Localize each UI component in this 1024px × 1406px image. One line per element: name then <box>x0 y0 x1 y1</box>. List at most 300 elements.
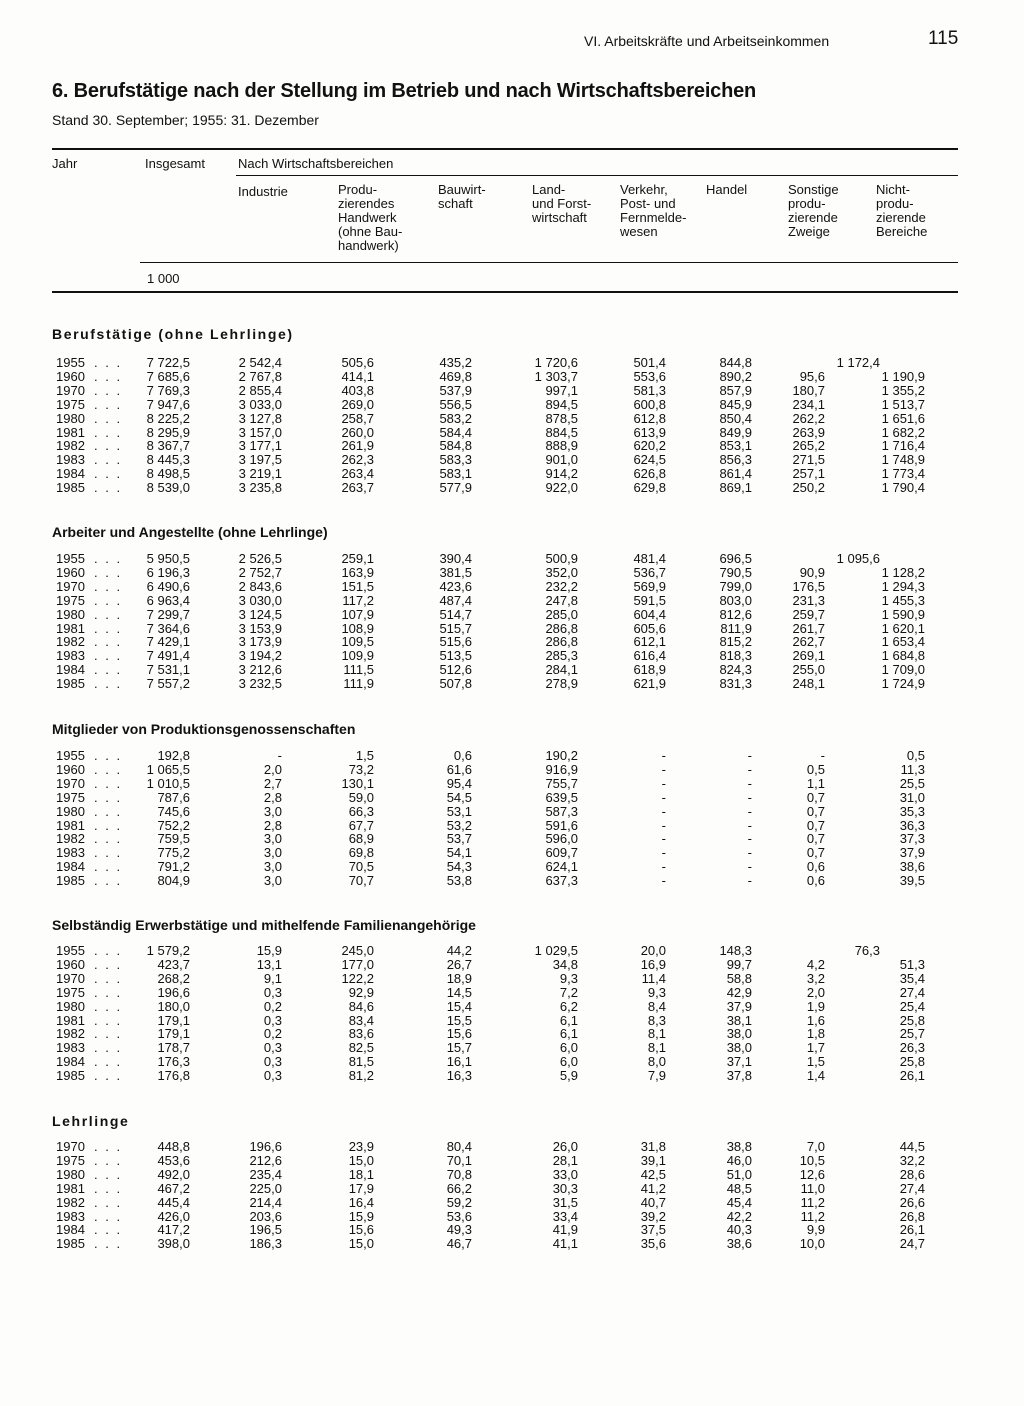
cell-sonstige: - <box>820 748 825 763</box>
leader-dots: . . . <box>94 831 123 847</box>
cell-jahr: 1960 <box>56 761 85 777</box>
section-title: Berufstätige (ohne Lehrlinge) <box>52 326 294 342</box>
cell-insgesamt: 6 196,3 <box>146 564 190 580</box>
cell-sonstige: 269,1 <box>792 648 825 664</box>
table-row <box>52 944 952 958</box>
cell-handwerk: 163,9 <box>341 564 374 580</box>
cell-bauwirtschaft: 515,7 <box>439 620 472 636</box>
col-bauwirtschaft: Bauwirt- schaft <box>438 182 486 211</box>
cell-jahr: 1975 <box>56 1152 85 1168</box>
cell-insgesamt: 5 950,5 <box>146 551 190 566</box>
cell-industrie: 2 752,7 <box>238 564 282 580</box>
cell-jahr: 1955 <box>56 355 85 370</box>
cell-land-forst: 30,3 <box>552 1180 578 1196</box>
cell-land-forst: 286,8 <box>545 620 578 636</box>
cell-industrie: 2 843,6 <box>238 578 282 594</box>
cell-land-forst: 1 029,5 <box>534 943 578 958</box>
table-row <box>52 1000 952 1014</box>
cell-industrie: 3 194,2 <box>238 648 282 664</box>
cell-sonstige: 4,2 <box>806 956 825 972</box>
cell-land-forst: 888,9 <box>545 438 578 454</box>
cell-verkehr: 613,9 <box>633 424 666 440</box>
cell-handwerk: 414,1 <box>341 368 374 384</box>
cell-handel: 38,6 <box>726 1236 752 1252</box>
cell-sonstige: 1,5 <box>806 1054 825 1070</box>
table-row <box>52 663 952 677</box>
leader-dots: . . . <box>94 1208 123 1224</box>
cell-verkehr: 37,5 <box>640 1222 666 1238</box>
col-verkehr: Verkehr, Post- und Fernmelde- wesen <box>620 182 687 239</box>
col-land-forst: Land- und Forst- wirtschaft <box>532 182 592 225</box>
cell-nicht-produzierend: 44,5 <box>899 1139 925 1154</box>
cell-sonstige: 0,6 <box>806 873 825 889</box>
cell-bauwirtschaft: 0,6 <box>453 748 472 763</box>
cell-land-forst: 33,0 <box>552 1166 578 1182</box>
cell-jahr: 1983 <box>56 648 85 664</box>
cell-verkehr: 41,2 <box>640 1180 666 1196</box>
cell-bauwirtschaft: 584,4 <box>439 424 472 440</box>
cell-bauwirtschaft: 70,8 <box>446 1166 472 1182</box>
table-row <box>52 832 952 846</box>
cell-industrie: 3,0 <box>263 873 282 889</box>
cell-bauwirtschaft: 423,6 <box>439 578 472 594</box>
cell-bauwirtschaft: 583,3 <box>439 452 472 468</box>
cell-bauwirtschaft: 70,1 <box>446 1152 472 1168</box>
cell-verkehr: 8,3 <box>647 1012 666 1028</box>
table-row <box>52 622 952 636</box>
cell-nicht-produzierend: 35,3 <box>899 803 925 819</box>
leader-dots: . . . <box>94 943 123 958</box>
cell-insgesamt: 196,6 <box>157 984 190 1000</box>
cell-insgesamt: 7 557,2 <box>146 676 190 692</box>
cell-handel: 51,0 <box>726 1166 752 1182</box>
cell-industrie: 212,6 <box>249 1152 282 1168</box>
cell-sonstige: 234,1 <box>792 396 825 412</box>
cell-nicht-produzierend: 25,8 <box>899 1012 925 1028</box>
cell-land-forst: 9,3 <box>559 970 578 986</box>
cell-sonstige: 95,6 <box>799 368 825 384</box>
cell-insgesamt: 268,2 <box>157 970 190 986</box>
leader-dots: . . . <box>94 606 123 622</box>
cell-insgesamt: 6 963,4 <box>146 592 190 608</box>
cell-bauwirtschaft: 381,5 <box>439 564 472 580</box>
leader-dots: . . . <box>94 382 123 398</box>
cell-insgesamt: 178,7 <box>157 1040 190 1056</box>
cell-verkehr: - <box>661 817 666 833</box>
cell-jahr: 1982 <box>56 438 85 454</box>
cell-handwerk: 66,3 <box>348 803 374 819</box>
cell-handwerk: 81,2 <box>348 1068 374 1084</box>
cell-insgesamt: 7 531,1 <box>146 662 190 678</box>
cell-jahr: 1982 <box>56 634 85 650</box>
cell-handwerk: 23,9 <box>348 1139 374 1154</box>
leader-dots: . . . <box>94 564 123 580</box>
cell-insgesamt: 7 429,1 <box>146 634 190 650</box>
cell-sonstige: 11,2 <box>800 1194 825 1210</box>
cell-industrie: 2 855,4 <box>238 382 282 398</box>
cell-bauwirtschaft: 507,8 <box>439 676 472 692</box>
cell-nicht-produzierend: 1 128,2 <box>881 564 925 580</box>
cell-verkehr: 612,1 <box>633 634 666 650</box>
cell-bauwirtschaft: 487,4 <box>439 592 472 608</box>
cell-handwerk: 117,2 <box>342 592 374 608</box>
cell-handwerk: 18,1 <box>348 1166 374 1182</box>
cell-industrie: 2 526,5 <box>238 551 282 566</box>
section-title: Mitglieder von Produktionsgenossenschaften <box>52 721 356 737</box>
cell-sonstige: 90,9 <box>799 564 825 580</box>
cell-sonstige: 0,7 <box>806 789 825 805</box>
cell-verkehr: 8,0 <box>647 1054 666 1070</box>
leader-dots: . . . <box>94 1139 123 1154</box>
cell-handel: 799,0 <box>719 578 752 594</box>
cell-nicht-produzierend: 76,3 <box>854 943 880 958</box>
cell-nicht-produzierend: 1 513,7 <box>881 396 925 412</box>
cell-handwerk: 122,2 <box>341 970 374 986</box>
cell-bauwirtschaft: 53,8 <box>446 873 472 889</box>
section-title: Selbständig Erwerbstätige und mithelfende Familienangehörige <box>52 917 476 933</box>
cell-sonstige: 2,0 <box>806 984 825 1000</box>
table-row <box>52 749 952 763</box>
group-rule <box>236 175 958 176</box>
cell-insgesamt: 7 769,3 <box>146 382 190 398</box>
cell-handwerk: 82,5 <box>348 1040 374 1056</box>
cell-nicht-produzierend: 38,6 <box>899 859 925 875</box>
leader-dots: . . . <box>94 970 123 986</box>
cell-jahr: 1975 <box>56 984 85 1000</box>
cell-bauwirtschaft: 15,4 <box>446 998 472 1014</box>
unit-rule <box>140 262 958 263</box>
cell-verkehr: 40,7 <box>640 1194 666 1210</box>
cell-verkehr: - <box>661 761 666 777</box>
col-nicht-produzierend: Nicht- produ- zierende Bereiche <box>876 182 928 239</box>
cell-handwerk: 17,9 <box>348 1180 374 1196</box>
table-row <box>52 384 952 398</box>
table-row <box>52 412 952 426</box>
cell-insgesamt: 7 364,6 <box>146 620 190 636</box>
cell-land-forst: 278,9 <box>545 676 578 692</box>
cell-land-forst: 878,5 <box>545 410 578 426</box>
cell-jahr: 1983 <box>56 1208 85 1224</box>
leader-dots: . . . <box>94 1068 123 1084</box>
cell-verkehr: - <box>661 873 666 889</box>
cell-sonstige: 11,0 <box>800 1180 825 1196</box>
cell-nicht-produzierend: 1 095,6 <box>836 551 880 566</box>
cell-nicht-produzierend: 24,7 <box>899 1236 925 1252</box>
leader-dots: . . . <box>94 775 123 791</box>
header-top-rule <box>52 148 958 150</box>
cell-industrie: 0,3 <box>263 1012 282 1028</box>
cell-handel: 890,2 <box>719 368 752 384</box>
cell-bauwirtschaft: 54,3 <box>446 859 472 875</box>
cell-verkehr: - <box>661 789 666 805</box>
cell-nicht-produzierend: 28,6 <box>899 1166 925 1182</box>
table-row <box>52 972 952 986</box>
table-row <box>52 1027 952 1041</box>
cell-insgesamt: 417,2 <box>157 1222 190 1238</box>
cell-verkehr: 31,8 <box>640 1139 666 1154</box>
cell-verkehr: 604,4 <box>633 606 666 622</box>
table-row <box>52 846 952 860</box>
cell-bauwirtschaft: 66,2 <box>446 1180 472 1196</box>
cell-handel: 42,9 <box>726 984 752 1000</box>
cell-handel: 845,9 <box>719 396 752 412</box>
leader-dots: . . . <box>94 748 123 763</box>
cell-jahr: 1960 <box>56 564 85 580</box>
col-jahr: Jahr <box>52 156 78 171</box>
cell-nicht-produzierend: 11,3 <box>900 761 925 777</box>
table-row <box>52 594 952 608</box>
cell-handel: 803,0 <box>719 592 752 608</box>
cell-verkehr: - <box>661 859 666 875</box>
cell-handwerk: 107,9 <box>341 606 374 622</box>
cell-verkehr: 7,9 <box>647 1068 666 1084</box>
col-sonstige: Sonstige produ- zierende Zweige <box>788 182 839 239</box>
cell-jahr: 1985 <box>56 676 85 692</box>
cell-bauwirtschaft: 390,4 <box>439 551 472 566</box>
cell-industrie: 3 212,6 <box>238 662 282 678</box>
cell-handel: 850,4 <box>719 410 752 426</box>
cell-sonstige: 231,3 <box>792 592 825 608</box>
cell-nicht-produzierend: 36,3 <box>899 817 925 833</box>
cell-land-forst: 190,2 <box>545 748 578 763</box>
cell-verkehr: 620,2 <box>633 438 666 454</box>
cell-land-forst: 1 303,7 <box>534 368 578 384</box>
cell-handel: 696,5 <box>719 551 752 566</box>
cell-insgesamt: 398,0 <box>157 1236 190 1252</box>
cell-nicht-produzierend: 1 653,4 <box>881 634 925 650</box>
cell-handwerk: 68,9 <box>348 831 374 847</box>
cell-industrie: 3 124,5 <box>238 606 282 622</box>
cell-handel: 849,9 <box>719 424 752 440</box>
cell-handwerk: 15,0 <box>348 1152 374 1168</box>
cell-land-forst: 884,5 <box>545 424 578 440</box>
cell-insgesamt: 179,1 <box>157 1012 190 1028</box>
cell-sonstige: 176,5 <box>792 578 825 594</box>
cell-verkehr: 616,4 <box>633 648 666 664</box>
cell-handel: 38,8 <box>726 1139 752 1154</box>
cell-jahr: 1955 <box>56 748 85 763</box>
cell-land-forst: 7,2 <box>559 984 578 1000</box>
leader-dots: . . . <box>94 578 123 594</box>
table-row <box>52 1223 952 1237</box>
cell-nicht-produzierend: 25,5 <box>899 775 925 791</box>
cell-handwerk: 67,7 <box>348 817 374 833</box>
cell-handel: - <box>747 761 752 777</box>
table-row <box>52 958 952 972</box>
cell-insgesamt: 453,6 <box>157 1152 190 1168</box>
table-row <box>52 1069 952 1083</box>
cell-sonstige: 10,0 <box>799 1236 825 1252</box>
table-row <box>52 1154 952 1168</box>
leader-dots: . . . <box>94 368 123 384</box>
cell-industrie: 196,5 <box>249 1222 282 1238</box>
table-row <box>52 370 952 384</box>
table-row <box>52 860 952 874</box>
cell-land-forst: 31,5 <box>552 1194 578 1210</box>
cell-verkehr: 569,9 <box>633 578 666 594</box>
cell-industrie: 0,3 <box>263 1068 282 1084</box>
cell-jahr: 1960 <box>56 368 85 384</box>
cell-sonstige: 0,7 <box>806 817 825 833</box>
cell-land-forst: 587,3 <box>545 803 578 819</box>
cell-industrie: 2 767,8 <box>238 368 282 384</box>
cell-industrie: 225,0 <box>249 1180 282 1196</box>
cell-nicht-produzierend: 25,4 <box>899 998 925 1014</box>
cell-insgesamt: 492,0 <box>157 1166 190 1182</box>
cell-jahr: 1975 <box>56 396 85 412</box>
cell-jahr: 1980 <box>56 410 85 426</box>
cell-jahr: 1984 <box>56 662 85 678</box>
cell-industrie: 3 177,1 <box>238 438 282 454</box>
leader-dots: . . . <box>94 466 123 482</box>
cell-jahr: 1981 <box>56 1180 85 1196</box>
cell-land-forst: 41,1 <box>552 1236 578 1252</box>
table-row <box>52 819 952 833</box>
cell-handel: - <box>747 873 752 889</box>
cell-industrie: 3 153,9 <box>238 620 282 636</box>
cell-handel: 37,9 <box>726 998 752 1014</box>
cell-bauwirtschaft: 16,1 <box>446 1054 472 1070</box>
cell-sonstige: 0,7 <box>806 803 825 819</box>
cell-industrie: 3,0 <box>263 845 282 861</box>
cell-verkehr: 553,6 <box>633 368 666 384</box>
cell-handwerk: 177,0 <box>341 956 374 972</box>
cell-sonstige: 3,2 <box>806 970 825 986</box>
cell-industrie: 3 033,0 <box>238 396 282 412</box>
cell-handwerk: 130,1 <box>341 775 374 791</box>
leader-dots: . . . <box>94 551 123 566</box>
table-row <box>52 791 952 805</box>
cell-handel: 844,8 <box>719 355 752 370</box>
cell-land-forst: 285,3 <box>545 648 578 664</box>
cell-handwerk: 84,6 <box>348 998 374 1014</box>
table-row <box>52 608 952 622</box>
cell-land-forst: 1 720,6 <box>534 355 578 370</box>
cell-verkehr: 612,8 <box>633 410 666 426</box>
leader-dots: . . . <box>94 789 123 805</box>
cell-bauwirtschaft: 53,1 <box>446 803 472 819</box>
cell-bauwirtschaft: 512,6 <box>439 662 472 678</box>
leader-dots: . . . <box>94 984 123 1000</box>
leader-dots: . . . <box>94 592 123 608</box>
leader-dots: . . . <box>94 410 123 426</box>
leader-dots: . . . <box>94 438 123 454</box>
leader-dots: . . . <box>94 662 123 678</box>
cell-nicht-produzierend: 1 773,4 <box>881 466 925 482</box>
leader-dots: . . . <box>94 845 123 861</box>
cell-land-forst: 284,1 <box>545 662 578 678</box>
cell-nicht-produzierend: 37,3 <box>899 831 925 847</box>
cell-industrie: - <box>277 748 282 763</box>
cell-insgesamt: 192,8 <box>157 748 190 763</box>
cell-sonstige: 12,6 <box>799 1166 825 1182</box>
cell-jahr: 1970 <box>56 775 85 791</box>
cell-bauwirtschaft: 16,3 <box>446 1068 472 1084</box>
cell-industrie: 2 542,4 <box>238 355 282 370</box>
cell-handel: 45,4 <box>726 1194 752 1210</box>
table-row <box>52 874 952 888</box>
cell-industrie: 3 219,1 <box>238 466 282 482</box>
cell-land-forst: 6,0 <box>559 1054 578 1070</box>
cell-handel: 42,2 <box>726 1208 752 1224</box>
cell-bauwirtschaft: 44,2 <box>446 943 472 958</box>
cell-verkehr: 618,9 <box>633 662 666 678</box>
cell-verkehr: - <box>661 831 666 847</box>
cell-handwerk: 261,9 <box>341 438 374 454</box>
cell-jahr: 1980 <box>56 606 85 622</box>
cell-handel: - <box>747 803 752 819</box>
cell-sonstige: 0,6 <box>806 859 825 875</box>
leader-dots: . . . <box>94 761 123 777</box>
cell-handel: 40,3 <box>726 1222 752 1238</box>
cell-handel: 148,3 <box>719 943 752 958</box>
cell-land-forst: 916,9 <box>545 761 578 777</box>
cell-land-forst: 285,0 <box>545 606 578 622</box>
cell-jahr: 1984 <box>56 1222 85 1238</box>
cell-handwerk: 505,6 <box>341 355 374 370</box>
cell-sonstige: 1,8 <box>806 1026 825 1042</box>
cell-handel: 861,4 <box>719 466 752 482</box>
leader-dots: . . . <box>94 634 123 650</box>
leader-dots: . . . <box>94 1166 123 1182</box>
cell-nicht-produzierend: 26,6 <box>899 1194 925 1210</box>
cell-handwerk: 111,5 <box>343 662 374 678</box>
cell-nicht-produzierend: 25,8 <box>899 1054 925 1070</box>
leader-dots: . . . <box>94 1222 123 1238</box>
cell-insgesamt: 8 445,3 <box>146 452 190 468</box>
cell-handwerk: 258,7 <box>341 410 374 426</box>
cell-insgesamt: 426,0 <box>157 1208 190 1224</box>
cell-insgesamt: 752,2 <box>157 817 190 833</box>
table-row <box>52 677 952 691</box>
cell-jahr: 1960 <box>56 956 85 972</box>
leader-dots: . . . <box>94 1152 123 1168</box>
cell-handwerk: 260,0 <box>341 424 374 440</box>
table-row <box>52 805 952 819</box>
cell-nicht-produzierend: 1 294,3 <box>881 578 925 594</box>
cell-verkehr: 39,1 <box>640 1152 666 1168</box>
cell-handwerk: 151,5 <box>341 578 374 594</box>
cell-handel: 824,3 <box>719 662 752 678</box>
cell-sonstige: 255,0 <box>792 662 825 678</box>
cell-handwerk: 259,1 <box>341 551 374 566</box>
table-row <box>52 1140 952 1154</box>
cell-bauwirtschaft: 513,5 <box>439 648 472 664</box>
leader-dots: . . . <box>94 803 123 819</box>
cell-handwerk: 83,4 <box>348 1012 374 1028</box>
cell-land-forst: 6,1 <box>559 1026 578 1042</box>
leader-dots: . . . <box>94 676 123 692</box>
cell-sonstige: 261,7 <box>792 620 825 636</box>
cell-nicht-produzierend: 1 651,6 <box>881 410 925 426</box>
cell-nicht-produzierend: 27,4 <box>899 1180 925 1196</box>
leader-dots: . . . <box>94 480 123 496</box>
cell-handel: - <box>747 845 752 861</box>
cell-bauwirtschaft: 80,4 <box>446 1139 472 1154</box>
leader-dots: . . . <box>94 1026 123 1042</box>
cell-verkehr: 481,4 <box>633 551 666 566</box>
cell-verkehr: 16,9 <box>640 956 666 972</box>
cell-nicht-produzierend: 26,1 <box>899 1068 925 1084</box>
cell-bauwirtschaft: 583,2 <box>439 410 472 426</box>
col-insgesamt: Insgesamt <box>145 156 205 171</box>
cell-insgesamt: 7 722,5 <box>146 355 190 370</box>
cell-insgesamt: 791,2 <box>157 859 190 875</box>
cell-bauwirtschaft: 584,8 <box>439 438 472 454</box>
cell-nicht-produzierend: 1 684,8 <box>881 648 925 664</box>
cell-insgesamt: 8 498,5 <box>146 466 190 482</box>
cell-verkehr: 621,9 <box>633 676 666 692</box>
